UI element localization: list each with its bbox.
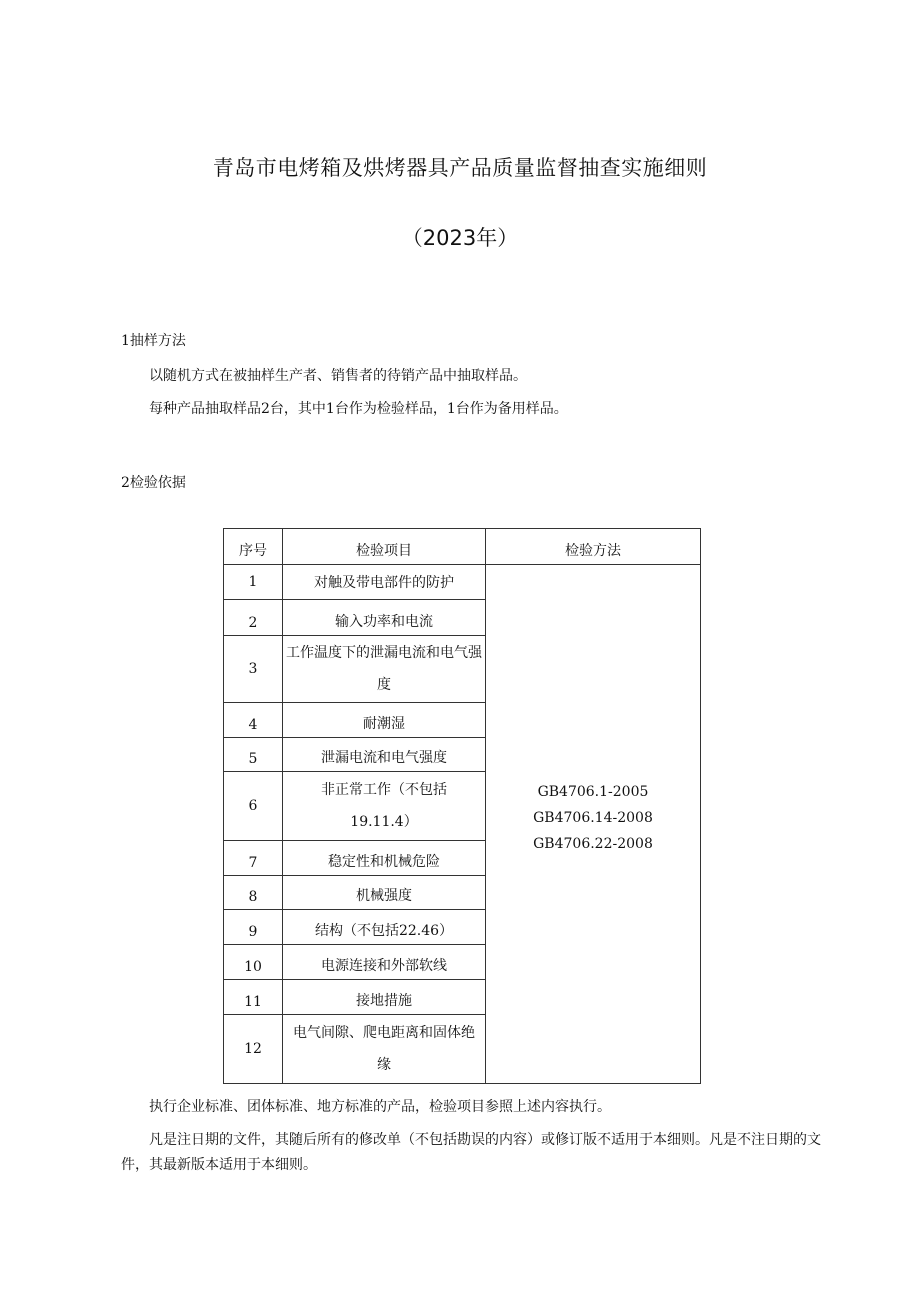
row-item: 机械强度: [283, 876, 486, 910]
row-no: 4: [224, 703, 283, 738]
document-title: 青岛市电烤箱及烘烤器具产品质量监督抽查实施细则: [212, 156, 708, 180]
row-item: 非正常工作（不包括19.11.4）: [283, 772, 486, 841]
row-item: 输入功率和电流: [283, 600, 486, 636]
method-cell: [486, 565, 701, 1084]
row-no: 2: [224, 600, 283, 636]
row-no: 6: [224, 772, 283, 841]
method-standard-2: GB4706.14-2008: [533, 810, 653, 826]
row-no: 3: [224, 636, 283, 703]
row-no: 5: [224, 738, 283, 772]
row-item: 电气间隙、爬电距离和固体绝缘: [283, 1015, 486, 1084]
row-item: 对触及带电部件的防护: [283, 565, 486, 600]
section2-paragraph-2: 凡是注日期的文件，其随后所有的修改单（不包括勘误的内容）或修订版不适用于本细则。凡是不注日期的文件，其最新版本适用于本细则。: [121, 1132, 821, 1173]
row-item: 泄漏电流和电气强度: [283, 738, 486, 772]
row-no: 1: [224, 565, 283, 600]
row-no: 11: [224, 980, 283, 1015]
table-header-row: [224, 529, 701, 565]
section1-paragraph-1: 以随机方式在被抽样生产者、销售者的待销产品中抽取样品。: [149, 368, 527, 384]
section2-paragraph-1: 执行企业标准、团体标准、地方标准的产品，检验项目参照上述内容执行。: [149, 1099, 611, 1115]
row-no: 10: [224, 945, 283, 980]
row-item: 电源连接和外部软线: [283, 945, 486, 980]
inspection-table: [223, 528, 701, 1084]
method-standard-3: GB4706.22-2008: [533, 836, 653, 852]
document-year: （2023年）: [401, 226, 519, 250]
section2-heading: 2检验依据: [121, 475, 186, 491]
section1-paragraph-2: 每种产品抽取样品2台，其中1台作为检验样品，1台作为备用样品。: [149, 401, 568, 417]
method-standard-1: GB4706.1-2005: [537, 784, 649, 800]
row-item: 耐潮湿: [283, 703, 486, 738]
row-item: 结构（不包括22.46）: [283, 910, 486, 945]
row-no: 8: [224, 876, 283, 910]
row-no: 7: [224, 841, 283, 876]
row-item: 接地措施: [283, 980, 486, 1015]
row-item: 稳定性和机械危险: [283, 841, 486, 876]
section1-heading: 1抽样方法: [121, 333, 186, 349]
header-item: 检验项目: [283, 529, 486, 565]
header-method: 检验方法: [486, 529, 701, 565]
header-no: 序号: [224, 529, 283, 565]
row-no: 12: [224, 1015, 283, 1084]
table-row: [224, 565, 701, 600]
row-no: 9: [224, 910, 283, 945]
row-item: 工作温度下的泄漏电流和电气强度: [283, 636, 486, 703]
